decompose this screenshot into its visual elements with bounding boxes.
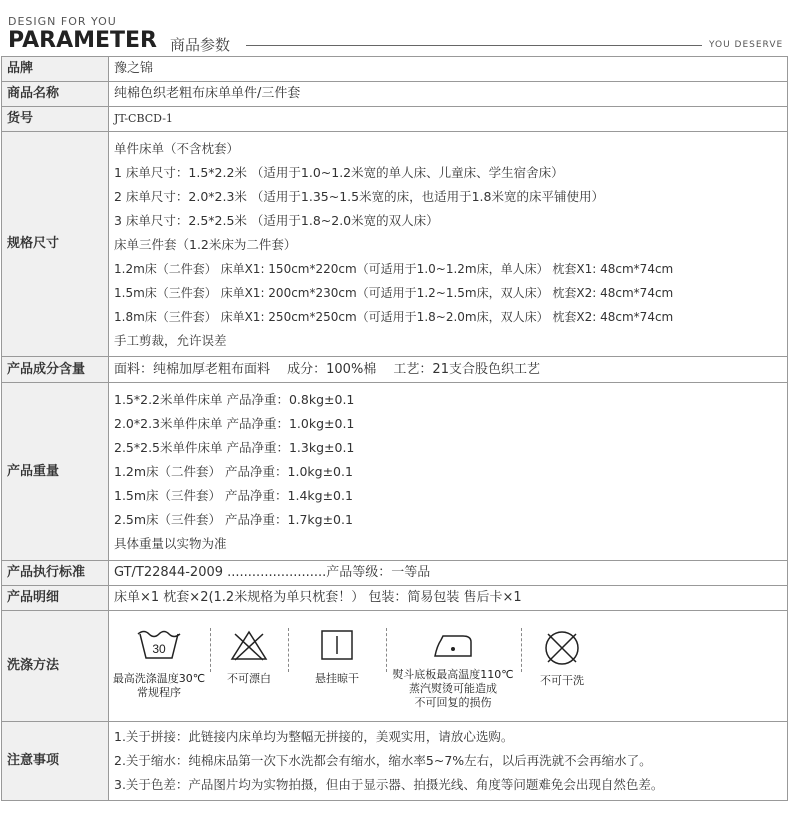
header-tagline: DESIGN FOR YOU xyxy=(8,15,117,28)
note-line: 2.关于缩水：纯棉床品第一次下水洗都会有缩水，缩水率5~7%左右，以后再洗就不会再缩水了。 xyxy=(114,753,652,768)
size-line: 1 床单尺寸：1.5*2.2米 （适用于1.0~1.2米宽的单人床、儿童床、学生宿舍床） xyxy=(114,164,564,180)
no-dry-clean-icon xyxy=(542,628,582,668)
care-item xyxy=(389,628,517,710)
care-label: 最高洗涤温度30℃ xyxy=(112,672,206,685)
table-row xyxy=(2,611,788,722)
care-label: 常规程序 xyxy=(137,686,181,699)
care-label: 悬挂晾干 xyxy=(315,672,359,685)
weight-line: 2.5m床（三件套） 产品净重：1.7kg±0.1 xyxy=(114,511,353,527)
table-row xyxy=(2,132,788,357)
row-key: 注意事项 xyxy=(2,722,109,801)
wash-30-icon xyxy=(136,628,182,662)
size-line: 床单三件套（1.2米床为二件套） xyxy=(114,236,297,252)
table-row xyxy=(2,383,788,561)
row-key: 规格尺寸 xyxy=(2,132,109,357)
care-item xyxy=(525,628,599,688)
care-item xyxy=(213,628,285,686)
header-title: PARAMETER xyxy=(8,28,157,53)
size-line: 2 床单尺寸：2.0*2.3米 （适用于1.35~1.5米宽的床，也适用于1.8米宽的床平铺使用） xyxy=(114,188,604,204)
page-header xyxy=(0,0,790,56)
row-key: 产品执行标准 xyxy=(2,561,109,586)
iron-icon xyxy=(429,628,477,662)
row-value: 豫之锦 xyxy=(109,57,788,82)
care-label: 熨斗底板最高温度110℃ xyxy=(392,668,514,681)
care-label: 不可干洗 xyxy=(540,674,584,687)
row-value xyxy=(109,722,788,801)
care-label: 不可回复的损伤 xyxy=(414,696,492,709)
size-line: 1.8m床（三件套） 床单X1: 250cm*250cm（可适用于1.8~2.0m床，双人床） 枕套X2: 48cm*74cm xyxy=(114,309,674,324)
size-line: 单件床单（不含枕套） xyxy=(114,140,240,156)
size-line: 1.5m床（三件套） 床单X1: 200cm*230cm（可适用于1.2~1.5m床，双人床） 枕套X2: 48cm*74cm xyxy=(114,285,674,300)
table-row xyxy=(2,722,788,801)
row-key: 产品明细 xyxy=(2,586,109,611)
care-divider xyxy=(521,628,522,672)
row-key: 商品名称 xyxy=(2,82,109,107)
weight-line: 具体重量以实物为准 xyxy=(114,535,227,551)
table-row xyxy=(2,57,788,82)
parameter-table xyxy=(1,56,788,801)
weight-line: 2.5*2.5米单件床单 产品净重：1.3kg±0.1 xyxy=(114,439,355,455)
care-divider xyxy=(288,628,289,672)
header-right-tagline: YOU DESERVE xyxy=(709,40,784,50)
row-value: 纯棉色织老粗布床单单件/三件套 xyxy=(109,82,788,107)
row-key: 产品重量 xyxy=(2,383,109,561)
line-dry-icon xyxy=(317,628,357,662)
table-row xyxy=(2,357,788,383)
care-label: 蒸汽熨烫可能造成 xyxy=(409,682,497,695)
size-line: 3 床单尺寸：2.5*2.5米 （适用于1.8~2.0米宽的双人床） xyxy=(114,212,439,228)
header-divider xyxy=(246,45,702,46)
row-value: JT-CBCD-1 xyxy=(109,107,788,132)
table-row xyxy=(2,586,788,611)
weight-line: 1.2m床（二件套） 产品净重：1.0kg±0.1 xyxy=(114,463,353,479)
note-line: 3.关于色差：产品图片均为实物拍摄，但由于显示器、拍摄光线、角度等问题难免会出现自然色差。 xyxy=(114,777,664,792)
note-line: 1.关于拼接：此链接内床单均为整幅无拼接的，美观实用，请放心选购。 xyxy=(114,729,514,744)
row-value xyxy=(109,132,788,357)
care-item xyxy=(111,628,207,700)
care-label: 不可漂白 xyxy=(227,672,271,685)
weight-line: 1.5m床（三件套） 产品净重：1.4kg±0.1 xyxy=(114,487,353,503)
row-value: GT/T22844-2009 ........................产品等级：一等品 xyxy=(109,561,788,586)
no-bleach-icon xyxy=(229,628,269,662)
row-key: 货号 xyxy=(2,107,109,132)
row-key: 洗涤方法 xyxy=(2,611,109,722)
row-value: 面料：纯棉加厚老粗布面料 成分：100%棉 工艺：21支合股色织工艺 xyxy=(109,357,788,383)
weight-line: 1.5*2.2米单件床单 产品净重：0.8kg±0.1 xyxy=(114,391,355,407)
table-row xyxy=(2,82,788,107)
care-divider xyxy=(210,628,211,672)
header-subtitle: 商品参数 xyxy=(170,36,231,54)
row-key: 产品成分含量 xyxy=(2,357,109,383)
row-value xyxy=(109,611,788,722)
table-row xyxy=(2,561,788,586)
size-line: 1.2m床（二件套） 床单X1: 150cm*220cm（可适用于1.0~1.2m床，单人床） 枕套X1: 48cm*74cm xyxy=(114,261,674,276)
row-key: 品牌 xyxy=(2,57,109,82)
row-value xyxy=(109,383,788,561)
care-instructions xyxy=(111,614,601,718)
size-line: 手工剪裁，允许误差 xyxy=(114,332,227,348)
care-divider xyxy=(386,628,387,672)
table-row xyxy=(2,107,788,132)
row-value: 床单×1 枕套×2(1.2米规格为单只枕套！） 包装：简易包装 售后卡×1 xyxy=(109,586,788,611)
care-item xyxy=(291,628,383,686)
wash-temp-label: 30 xyxy=(152,642,166,656)
weight-line: 2.0*2.3米单件床单 产品净重：1.0kg±0.1 xyxy=(114,415,355,431)
